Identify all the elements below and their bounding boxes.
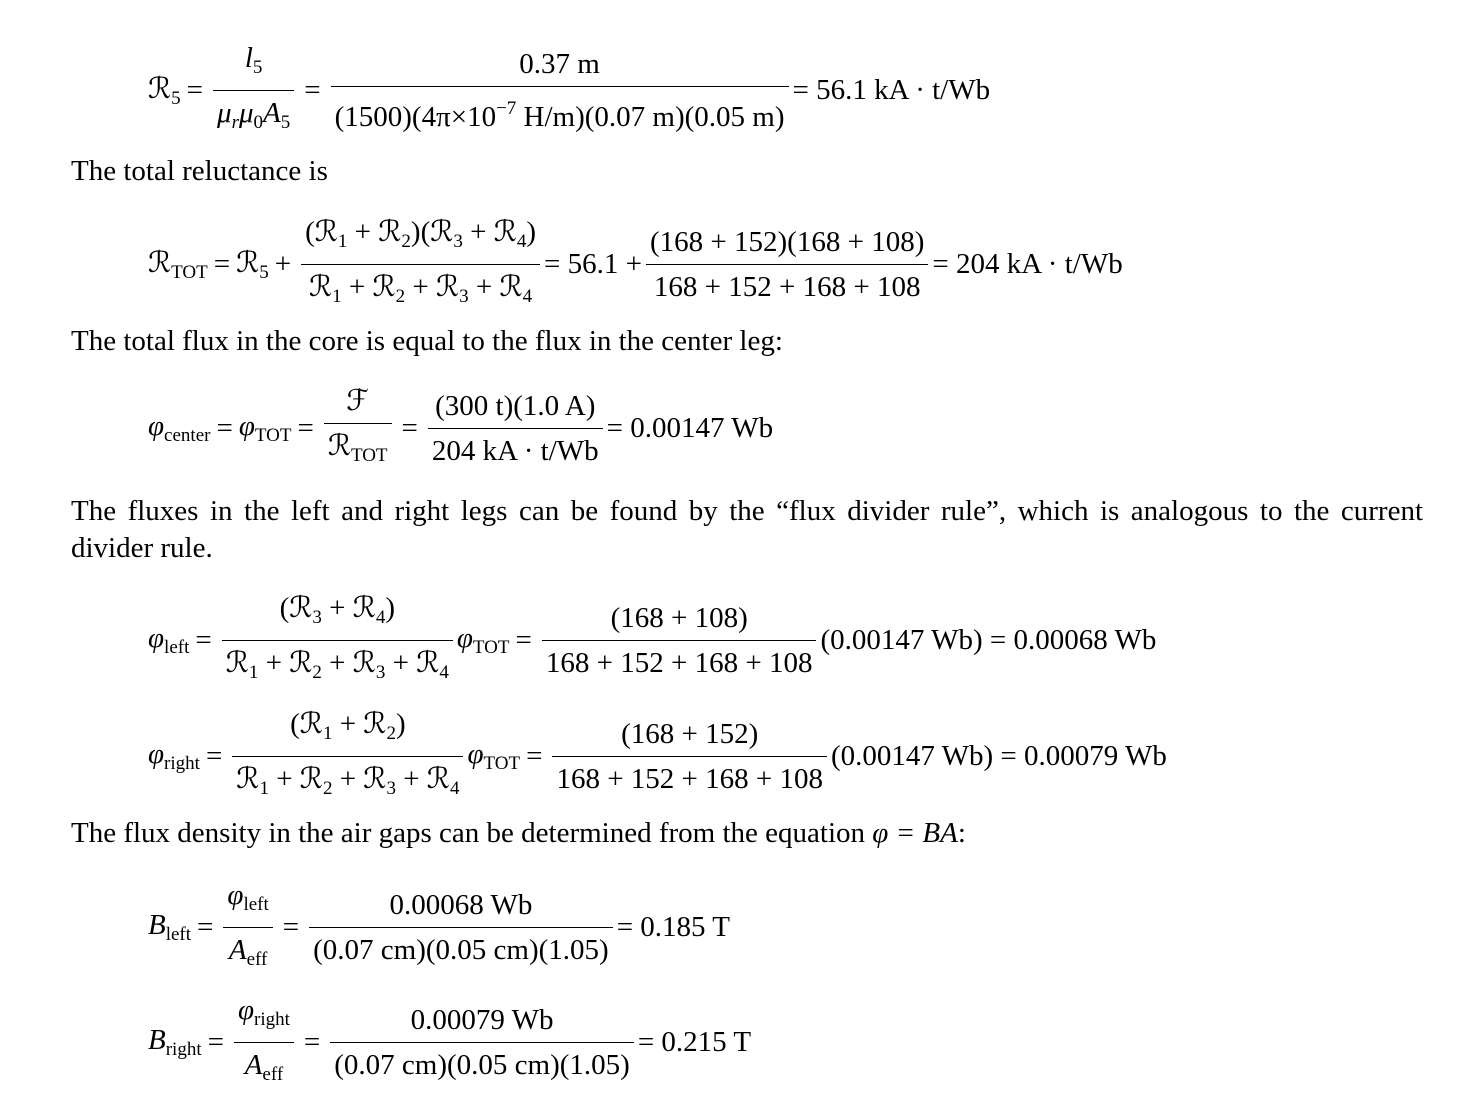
subscript: 2 — [312, 662, 322, 683]
math-text: + — [276, 763, 293, 795]
math-text: ℛ — [327, 430, 351, 462]
math-text: A — [228, 934, 247, 966]
math-text: r — [231, 112, 239, 133]
math-text: 168 + 152 + 168 + 108 — [542, 640, 817, 683]
math-text: μ — [238, 97, 254, 129]
math-text: B — [148, 1024, 166, 1056]
math-text — [232, 756, 463, 809]
math-text: ℛ — [499, 271, 523, 303]
subscript: 1 — [337, 231, 348, 252]
math-text: + — [348, 271, 366, 303]
math-text: ℛ — [148, 247, 172, 279]
fraction — [542, 598, 817, 683]
math-text: ℛ — [299, 708, 323, 740]
math-text: ℱ — [346, 385, 370, 417]
paragraph: The fluxes in the left and right legs can be found by the “flux divider rule”, which is analogous to the current divider rule. — [71, 495, 1423, 564]
math-text: = — [213, 248, 231, 280]
subscript: 4 — [449, 778, 460, 799]
math-text: ℛ — [309, 271, 333, 303]
subscript: 3 — [386, 778, 396, 799]
fraction — [234, 990, 294, 1095]
math-text: ℛ — [363, 763, 387, 795]
math-text — [148, 622, 189, 659]
math-text — [301, 264, 540, 317]
fraction — [232, 704, 463, 809]
math-text — [213, 90, 294, 143]
math-text: ℛ — [225, 647, 249, 679]
math-text — [236, 245, 269, 284]
math-text: = 56.1 + — [544, 248, 643, 280]
math-text: 204 kA · t/Wb — [428, 428, 603, 471]
fraction — [301, 212, 540, 317]
math-text: = — [197, 911, 214, 943]
fraction — [223, 875, 272, 980]
math-text: + — [274, 248, 292, 280]
math-text: φ — [148, 622, 165, 654]
math-text: ℛ — [314, 216, 338, 248]
math-text: l — [244, 42, 253, 74]
paragraph: The total reluctance is — [71, 155, 328, 187]
subscript: 1 — [248, 662, 259, 683]
math-text: + — [329, 647, 346, 679]
result: = 56.1 kA · t/Wb — [792, 74, 991, 106]
paragraph: The total flux in the core is equal to the flux in the center leg: — [71, 325, 783, 357]
math-text: ℛ — [430, 216, 454, 248]
math-text: = — [526, 740, 543, 772]
math-text: (ℛ$_1$ + ℛ$_2$)(ℛ$_3$ + ℛ$_4$) — [305, 216, 537, 252]
subscript: right — [165, 1039, 202, 1060]
fraction — [222, 588, 453, 693]
math-text: ℛ — [289, 592, 313, 624]
subscript: TOT — [472, 637, 510, 658]
math-text — [148, 410, 210, 447]
math-text — [457, 622, 510, 659]
math-text — [234, 990, 294, 1042]
subscript: 4 — [516, 231, 527, 252]
math-text — [148, 909, 191, 946]
math-text: = — [297, 412, 314, 444]
fraction — [309, 885, 613, 970]
math-text: ℛ — [493, 216, 517, 248]
subscript: left — [243, 894, 269, 915]
math-text: + — [329, 592, 346, 624]
subscript: 5 — [171, 88, 181, 109]
math-text: B — [148, 909, 166, 941]
subscript: TOT — [254, 425, 292, 446]
subscript: 5 — [280, 112, 291, 133]
math-text: A — [244, 1049, 263, 1081]
math-text: + — [470, 216, 487, 248]
math-text: (300 t)(1.0 A) — [435, 390, 596, 422]
math-text: ℛ — [352, 592, 376, 624]
math-text: = — [515, 624, 532, 656]
subscript: 5 — [252, 57, 263, 78]
math-text: ℛ — [372, 271, 396, 303]
math-text — [241, 38, 267, 90]
math-text: + — [354, 216, 372, 248]
equation-center-flux — [148, 381, 773, 476]
math-text: ℛ — [436, 271, 460, 303]
math-text: : — [957, 817, 966, 849]
subscript: 5 — [259, 262, 269, 283]
subscript: left — [164, 637, 190, 658]
fraction — [646, 222, 928, 307]
equation-b-right — [148, 990, 751, 1095]
math-text: φ = BA — [872, 817, 958, 849]
math-text: + — [339, 708, 357, 740]
subscript: center — [164, 425, 211, 446]
math-text: = — [207, 1026, 224, 1058]
math-text — [222, 640, 453, 693]
subscript: 4 — [522, 286, 533, 307]
equation-right-flux — [148, 704, 1167, 809]
math-text — [148, 738, 200, 775]
subscript: 1 — [322, 723, 333, 744]
math-text — [223, 927, 272, 980]
math-text: ℛ — [148, 73, 172, 105]
subscript: left — [165, 924, 192, 945]
result: = 204 kA · t/Wb — [932, 248, 1123, 280]
math-text: 168 + 152 + 168 + 108 — [646, 264, 928, 307]
math-text: 0.00068 Wb — [389, 889, 533, 921]
math-text: ℛ — [416, 647, 440, 679]
math-text: (168 + 108) — [610, 602, 748, 634]
math-text: ℛ — [236, 763, 260, 795]
subscript: 2 — [395, 286, 406, 307]
math-text: (ℛ$_1$ + ℛ$_2$) — [290, 708, 406, 744]
result: = 0.215 T — [637, 1026, 752, 1058]
math-text: μ — [217, 97, 232, 129]
subscript: 2 — [386, 723, 396, 744]
math-text: H/m)(0.07 m)(0.05 m) — [516, 101, 785, 133]
math-text: + — [339, 763, 357, 795]
math-text: A — [263, 97, 281, 129]
math-text — [467, 738, 520, 775]
math-text: φ — [148, 410, 165, 442]
equation-left-flux — [148, 588, 1156, 693]
subscript: eff — [262, 1064, 284, 1085]
fraction — [324, 381, 392, 476]
subscript: 4 — [439, 662, 449, 683]
fraction — [552, 714, 827, 799]
subscript: TOT — [350, 445, 388, 466]
math-text: 168 + 152 + 168 + 108 — [552, 756, 827, 799]
math-text — [324, 423, 392, 476]
result: = 0.00147 Wb — [606, 412, 774, 444]
result: (0.00147 Wb) = 0.00079 Wb — [831, 740, 1167, 772]
math-text: The flux density in the air gaps can be determined from the equation — [71, 817, 873, 849]
subscript: 2 — [401, 231, 411, 252]
fraction — [428, 386, 603, 471]
math-text: = — [401, 412, 418, 444]
subscript: 3 — [312, 607, 322, 628]
math-text: 0.00079 Wb — [410, 1004, 554, 1036]
subscript: 3 — [453, 231, 463, 252]
subscript: 2 — [322, 778, 333, 799]
subscript: 1 — [332, 286, 342, 307]
subscript: right — [164, 753, 200, 774]
math-text: φ — [227, 879, 244, 911]
equals: = — [186, 74, 203, 106]
math-text: ℛ — [352, 647, 376, 679]
fraction — [331, 44, 789, 137]
math-text: = — [216, 412, 233, 444]
math-text: φ — [148, 738, 165, 770]
math-text — [148, 1024, 202, 1061]
result: = 0.185 T — [616, 911, 730, 943]
math-text: φ — [467, 738, 484, 770]
math-text: ℛ — [236, 247, 260, 279]
paragraph — [71, 815, 1423, 852]
result: (0.00147 Wb) = 0.00068 Wb — [820, 624, 1157, 656]
fraction — [330, 1000, 634, 1085]
math-text: ℛ — [378, 216, 402, 248]
subscript: 0 — [253, 112, 264, 133]
symbol — [148, 71, 181, 110]
math-text: = — [304, 74, 321, 106]
math-text: (ℛ$_3$ + ℛ$_4$) — [279, 592, 396, 628]
math-text: ℛ — [299, 763, 323, 795]
subscript: TOT — [171, 262, 208, 283]
equation-reluctance-5 — [148, 38, 990, 143]
math-text — [331, 86, 789, 137]
math-text: ℛ — [426, 763, 450, 795]
subscript: eff — [246, 949, 268, 970]
subscript: right — [254, 1009, 290, 1030]
math-text: = — [282, 911, 300, 943]
math-text: (1500)(4π×10 — [334, 101, 497, 133]
math-text: φ — [456, 622, 473, 654]
math-text: + — [475, 271, 493, 303]
math-text: = — [205, 740, 223, 772]
math-text — [148, 245, 208, 284]
math-text: + — [392, 647, 409, 679]
equation-total-reluctance — [148, 212, 1123, 317]
math-text: ℛ — [363, 708, 387, 740]
superscript: −7 — [496, 98, 517, 119]
subscript: 3 — [375, 662, 386, 683]
subscript: 1 — [259, 778, 269, 799]
math-text: + — [403, 763, 420, 795]
subscript: 3 — [459, 286, 469, 307]
math-text: φ — [238, 410, 255, 442]
math-text — [223, 875, 272, 927]
subscript: 4 — [375, 607, 386, 628]
math-text: = — [303, 1026, 321, 1058]
math-text: (0.07 cm)(0.05 cm)(1.05) — [309, 927, 613, 970]
math-text: (168 + 152)(168 + 108) — [650, 226, 925, 258]
math-text — [234, 1042, 294, 1095]
math-text: + — [265, 647, 282, 679]
equation-b-left — [148, 875, 730, 980]
subscript: TOT — [483, 753, 521, 774]
math-text: (168 + 152) — [621, 718, 759, 750]
math-text — [239, 410, 292, 447]
fraction — [213, 38, 294, 143]
math-text: (0.07 cm)(0.05 cm)(1.05) — [330, 1042, 634, 1085]
math-text: ℛ — [289, 647, 313, 679]
math-text: φ — [237, 994, 255, 1026]
math-text: + — [412, 271, 429, 303]
math-text: = — [195, 624, 212, 656]
subscript — [232, 112, 239, 133]
math-text: 0.37 m — [519, 48, 600, 80]
